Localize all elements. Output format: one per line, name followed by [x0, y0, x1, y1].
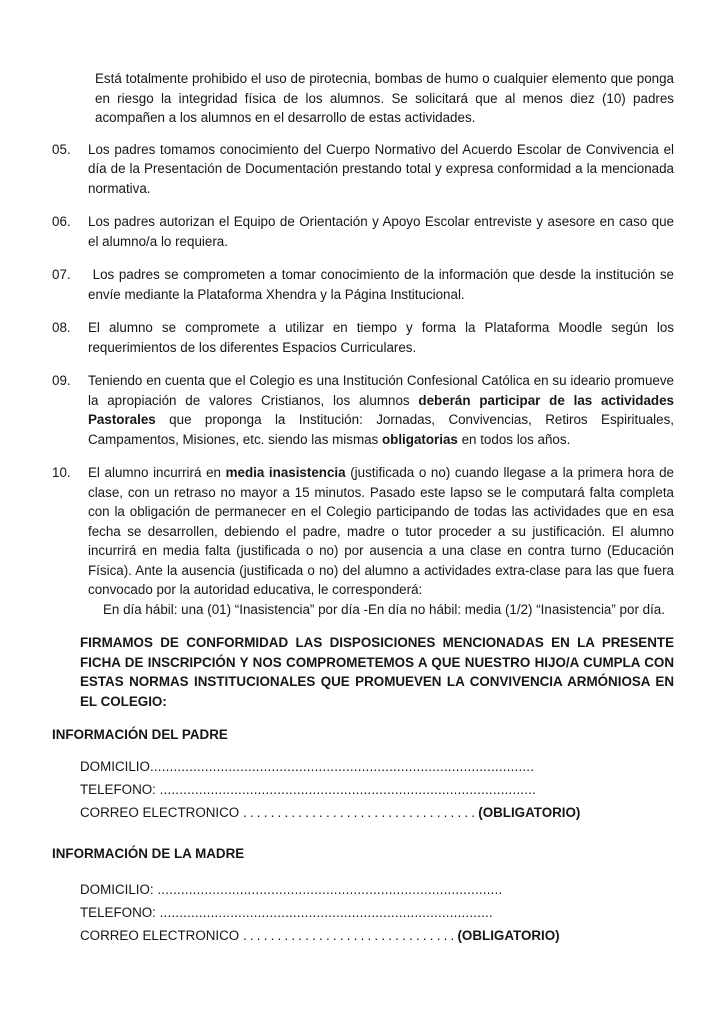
- mother-fields: [80, 878, 674, 947]
- father-telefono-blank: ................................................................................................: [159, 781, 536, 797]
- item-text: Teniendo en cuenta que el Colegio es una Institución Confesional Católica en su ideario promueve la apropiación de valores Cristianos, los alumnos deberán participar de las actividades Pastorales que proponga la Institución: Jornadas, Convivencias, Retiros Espirituales, Campamentos, Misiones, etc. siendo las mismas obligatorias en todos los años.: [88, 373, 674, 447]
- agreement-item-06: [52, 212, 674, 251]
- item-number: 06.: [52, 214, 71, 229]
- item-number: 09.: [52, 373, 71, 388]
- father-telefono-row: [80, 778, 674, 801]
- intro-paragraph: Está totalmente prohibido el uso de pirotecnia, bombas de humo o cualquier elemento que ponga en riesgo la integridad física de los alumnos. Se solicitará que al menos diez (10) padres acompañen a los alumnos en el desarrollo de estas actividades.: [95, 71, 674, 125]
- item-number: 10.: [52, 465, 71, 480]
- mother-telefono-label: TELEFONO:: [80, 905, 160, 920]
- item-number: 08.: [52, 320, 71, 335]
- mother-domicilio-blank: ........................................................................................: [157, 882, 503, 897]
- mother-correo-electronico-label: CORREO ELECTRONICO: [80, 928, 243, 943]
- father-correo-electronico-label: CORREO ELECTRONICO: [80, 804, 243, 820]
- mother-correo-electronico-blank: ...............................: [242, 928, 458, 943]
- father-fields: [80, 755, 674, 824]
- father-section-title: INFORMACIÓN DEL PADRE: [52, 727, 228, 742]
- mother-section: [52, 844, 674, 948]
- mother-section-title: INFORMACIÓN DE LA MADRE: [52, 845, 245, 861]
- agreement-item-08: [52, 318, 674, 357]
- item-text: Los padres tomamos conocimiento del Cuerpo Normativo del Acuerdo Escolar de Convivencia el día de la Presentación de Documentación prestando total y expresa conformidad a la mencionada normativa.: [88, 141, 674, 196]
- father-domicilio-row: [80, 755, 674, 778]
- mother-domicilio-row: [80, 878, 674, 901]
- agreement-item-09: [52, 371, 674, 449]
- mother-correo-electronico-row: [80, 924, 674, 947]
- item-number: 07.: [52, 267, 71, 282]
- father-domicilio-blank: ..................................................................................................: [149, 758, 535, 774]
- item-text: El alumno incurrirá en media inasistencia (justificada o no) cuando llegase a la primera hora de clase, con un retraso no mayor a 15 minutos. Pasado este lapso se le computará falta completa con la obligación de permanecer en el Colegio participando de todas las actividades que en esa fecha se desarrollen, debiendo el padre, madre o tutor proceder a su justificación. El alumno incurrirá en media falta (justificada o no) por ausencia a una clase en contra turno (Educación Física). Ante la ausencia (justificada o no) del alumno a actividades extra-clase para las que fuera convocado por la autoridad educativa, le corresponderá: En día hábil: una (01) “Inasistencia” por día -En día no hábil: media (1/2) “Inasistencia” por día.: [88, 463, 674, 619]
- father-correo-electronico-required-badge: (OBLIGATORIO): [478, 804, 581, 820]
- item-subline: En día hábil: una (01) “Inasistencia” por día -En día no hábil: media (1/2) “Inasistencia” por día.: [103, 601, 665, 617]
- father-correo-electronico-row: [80, 801, 674, 824]
- item-text: El alumno se compromete a utilizar en tiempo y forma la Plataforma Moodle según los requerimientos de los diferentes Espacios Curriculares.: [88, 320, 674, 355]
- agreement-list: [52, 140, 674, 620]
- item-text: Los padres autorizan el Equipo de Orientación y Apoyo Escolar entreviste y asesore en caso que el alumno/a lo requiera.: [88, 214, 674, 249]
- item-number: 05.: [52, 141, 71, 157]
- agreement-item-07: [52, 265, 674, 304]
- agreement-item-10: [52, 463, 674, 619]
- commitment-paragraph: FIRMAMOS DE CONFORMIDAD LAS DISPOSICIONES MENCIONADAS EN LA PRESENTE FICHA DE INSCRIPCIÓN Y NOS COMPROMETEMOS A QUE NUESTRO HIJO/A CUMPLA CON ESTAS NORMAS INSTITUCIONALES QUE PROMUEVEN LA CONVIVENCIA ARMÓNIOSA EN EL COLEGIO:: [80, 635, 674, 709]
- item-text: Los padres se comprometen a tomar conocimiento de la información que desde la institución se envíe mediante la Plataforma Xhendra y la Página Institucional.: [88, 267, 674, 302]
- father-telefono-label: TELEFONO:: [80, 781, 160, 797]
- father-domicilio-label: DOMICILIO: [80, 758, 150, 774]
- father-correo-electronico-blank: ..................................: [242, 804, 479, 820]
- father-section: [52, 725, 674, 824]
- mother-correo-electronico-required-badge: (OBLIGATORIO): [457, 928, 560, 943]
- agreement-item-05: [52, 140, 674, 199]
- mother-telefono-row: [80, 901, 674, 924]
- mother-domicilio-label: DOMICILIO:: [80, 882, 158, 897]
- mother-telefono-blank: .....................................................................................: [159, 905, 493, 920]
